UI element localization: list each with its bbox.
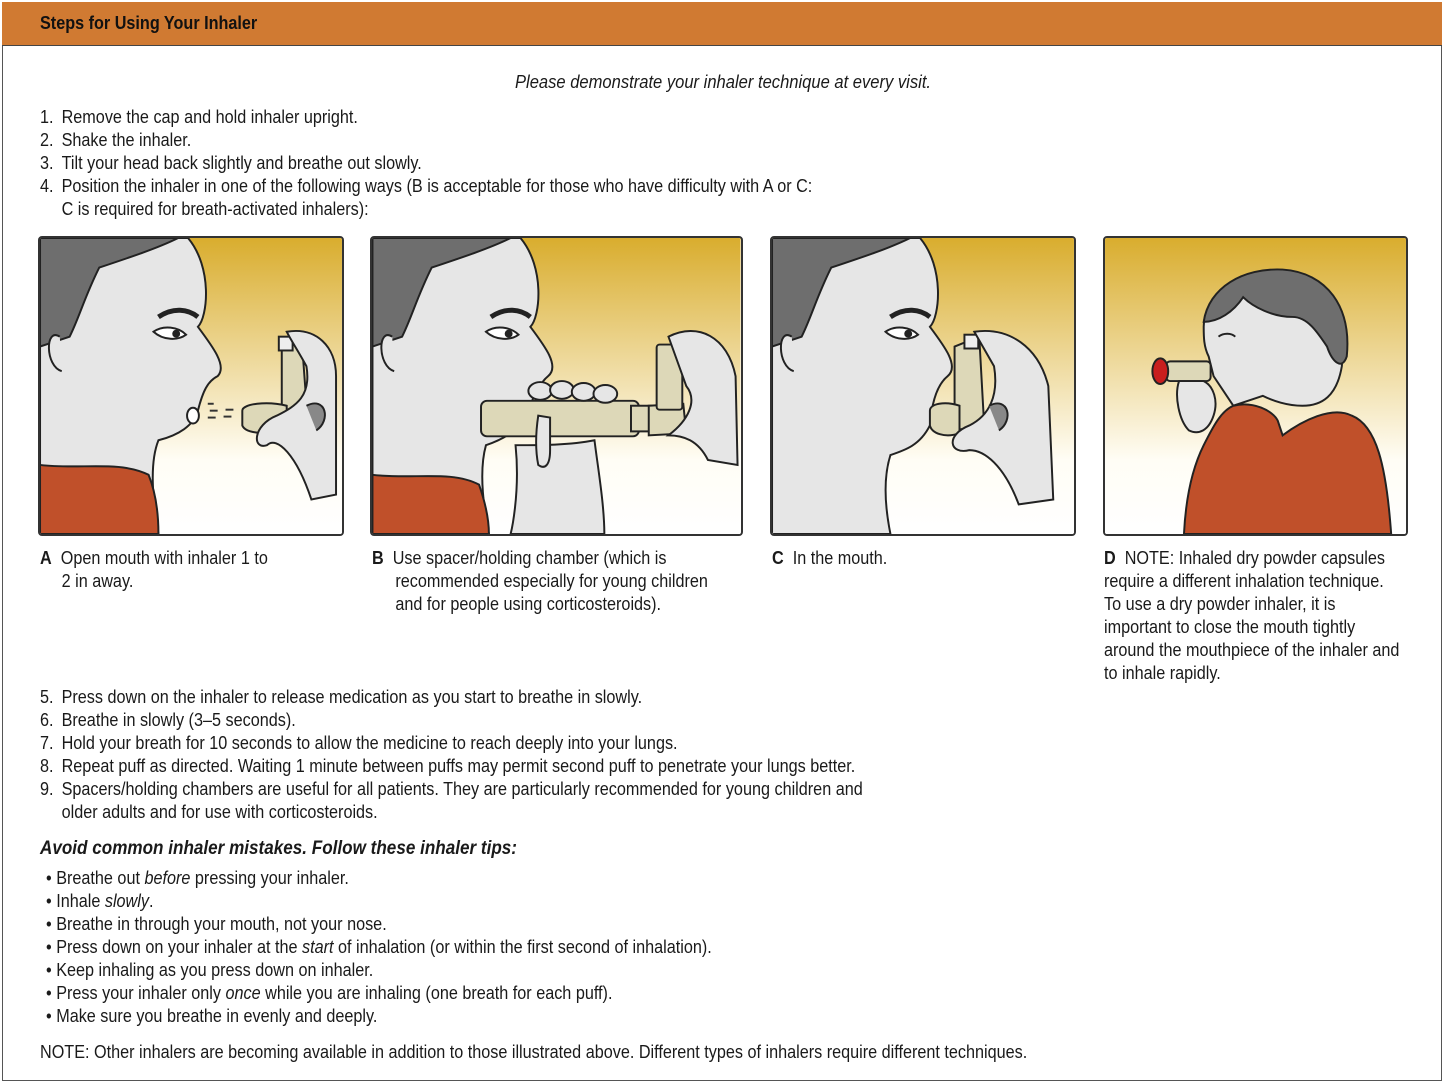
step-item: 6. Breathe in slowly (3–5 seconds). — [40, 710, 296, 730]
step-item: 4. Position the inhaler in one of the following ways (B is acceptable for those who have difficulty with A or C: — [40, 176, 813, 196]
step-item-continuation: C is required for breath-activated inhalers): — [61, 199, 369, 219]
illustration-a-graphic — [40, 238, 342, 534]
step-item: 2. Shake the inhaler. — [40, 130, 192, 150]
step-item-continuation: older adults and for use with corticosteroids. — [61, 802, 378, 822]
steps-list-after — [40, 686, 954, 824]
tips-heading: Avoid common inhaler mistakes. Follow these inhaler tips: — [40, 838, 518, 859]
step-item: 1. Remove the cap and hold inhaler upright. — [40, 107, 358, 127]
illustration-d — [1103, 236, 1408, 536]
caption-c: C In the mouth. — [772, 548, 888, 568]
caption-d: D NOTE: Inhaled dry powder capsules require a different inhalation technique. To use a dry powder inhaler, it is important to close the mouth tightly around the mouthpiece of the inhaler and to inhale rapidly. — [1104, 548, 1400, 683]
tip-item: • Press your inhaler only once while you are inhaling (one breath for each puff). — [46, 983, 613, 1003]
page-title: Steps for Using Your Inhaler — [40, 13, 258, 33]
tip-item: • Breathe out before pressing your inhaler. — [46, 868, 349, 888]
tip-item: • Inhale slowly. — [46, 891, 154, 911]
tips-list — [46, 867, 786, 1028]
step-item: 9. Spacers/holding chambers are useful for all patients. They are particularly recommended for young children and — [40, 779, 863, 799]
illustration-c-graphic — [772, 238, 1074, 534]
illustration-b — [370, 236, 743, 536]
step-item: 5. Press down on the inhaler to release medication as you start to breathe in slowly. — [40, 687, 643, 707]
tip-item: • Keep inhaling as you press down on inhaler. — [46, 960, 374, 980]
header-bar — [2, 2, 1442, 46]
tip-item: • Breathe in through your mouth, not your nose. — [46, 914, 387, 934]
illustration-a — [38, 236, 344, 536]
step-item: 8. Repeat puff as directed. Waiting 1 minute between puffs may permit second puff to penetrate your lungs better. — [40, 756, 856, 776]
intro-text: Please demonstrate your inhaler technique at every visit. — [514, 72, 932, 92]
caption-b: B Use spacer/holding chamber (which is recommended especially for young children and for people using corticosteroids). — [372, 548, 708, 614]
illustration-c — [770, 236, 1076, 536]
caption-a: A Open mouth with inhaler 1 to 2 in away. — [40, 548, 268, 591]
step-item: 3. Tilt your head back slightly and breathe out slowly. — [40, 153, 422, 173]
illustration-b-graphic — [372, 238, 741, 534]
illustration-d-graphic — [1105, 238, 1406, 534]
steps-list-before — [40, 106, 898, 221]
tip-item: • Make sure you breathe in evenly and deeply. — [46, 1006, 378, 1026]
footer-note: NOTE: Other inhalers are becoming available in addition to those illustrated above. Different types of inhalers require different techniques. — [40, 1042, 1028, 1062]
step-item: 7. Hold your breath for 10 seconds to allow the medicine to reach deeply into your lungs. — [40, 733, 678, 753]
tip-item: • Press down on your inhaler at the start of inhalation (or within the first second of inhalation). — [46, 937, 712, 957]
